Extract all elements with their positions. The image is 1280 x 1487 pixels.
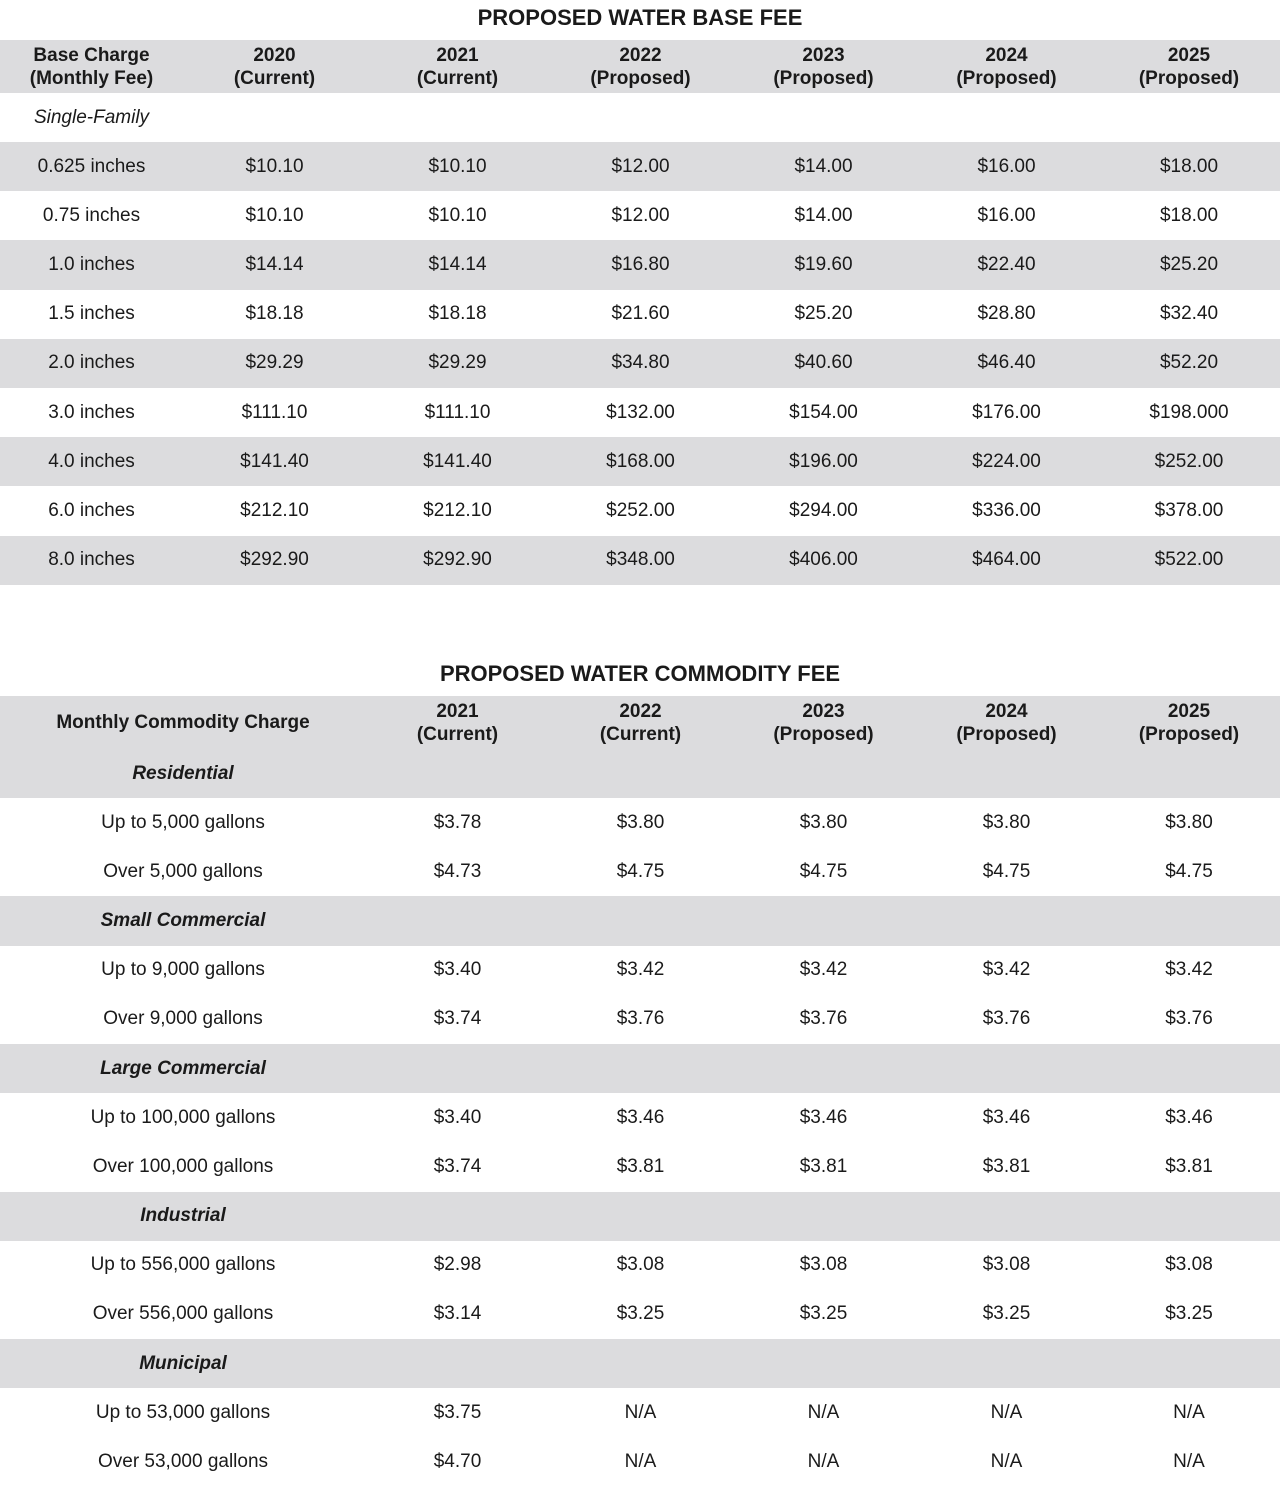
- empty-cell: [366, 93, 549, 142]
- group-label: Municipal: [139, 1352, 227, 1374]
- fee-cell: $52.20: [1159, 352, 1219, 374]
- table-row: [0, 1437, 1280, 1486]
- header-line-1: 2025: [1167, 44, 1211, 66]
- fee-cell: $3.25: [982, 1303, 1031, 1325]
- usage-tier-cell: Up to 9,000 gallons: [101, 959, 265, 981]
- table-row: [0, 1388, 1280, 1437]
- header-line-2: (Proposed): [1138, 67, 1240, 89]
- fee-cell: $3.08: [982, 1254, 1031, 1276]
- fee-cell: N/A: [807, 1401, 840, 1423]
- empty-cell: [915, 1339, 1098, 1388]
- header-line-2: (Proposed): [773, 723, 874, 745]
- fee-cell: $198.000: [1149, 401, 1229, 423]
- fee-cell: $16.80: [611, 253, 670, 275]
- column-header: [183, 40, 366, 93]
- fee-cell: $3.81: [1165, 1155, 1213, 1177]
- fee-cell: $3.46: [799, 1106, 848, 1128]
- fee-cell: $4.75: [616, 860, 665, 882]
- fee-cell: $4.70: [433, 1451, 482, 1473]
- usage-tier-cell: Up to 100,000 gallons: [90, 1106, 276, 1128]
- fee-cell: $12.00: [611, 204, 670, 226]
- empty-cell: [549, 1339, 732, 1388]
- fee-cell: $18.18: [245, 303, 304, 325]
- fee-cell: $3.76: [1165, 1008, 1213, 1030]
- empty-cell: [366, 1339, 549, 1388]
- fee-cell: $212.10: [423, 499, 492, 521]
- empty-cell: [1098, 749, 1280, 798]
- fee-cell: $141.40: [240, 450, 309, 472]
- header-line-1: 2021: [436, 700, 479, 722]
- fee-cell: $3.25: [616, 1303, 665, 1325]
- fee-cell: $3.78: [433, 811, 482, 833]
- fee-cell: $34.80: [611, 352, 670, 374]
- base-fee-table: [0, 40, 1280, 585]
- fee-cell: $3.46: [616, 1106, 665, 1128]
- column-header: [1098, 696, 1280, 749]
- fee-cell: $3.42: [1165, 959, 1213, 981]
- empty-cell: [915, 93, 1098, 142]
- empty-cell: [915, 1192, 1098, 1241]
- meter-size-cell: 1.5 inches: [48, 303, 135, 325]
- fee-cell: $378.00: [1154, 499, 1224, 521]
- usage-tier-cell: Over 100,000 gallons: [92, 1155, 274, 1177]
- fee-cell: $196.00: [789, 450, 858, 472]
- commodity-fee-table: [0, 696, 1280, 1487]
- fee-cell: N/A: [624, 1451, 657, 1473]
- fee-cell: $46.40: [977, 352, 1036, 374]
- header-line-1: 2022: [619, 44, 662, 66]
- fee-cell: N/A: [990, 1401, 1023, 1423]
- header-line-2: (Proposed): [956, 67, 1057, 89]
- fee-cell: $14.14: [428, 253, 487, 275]
- table-row: [0, 388, 1280, 437]
- section-label: Single-Family: [33, 106, 150, 128]
- fee-cell: $252.00: [606, 499, 675, 521]
- fee-cell: $348.00: [606, 549, 675, 571]
- header-line-2: (Proposed): [1138, 723, 1240, 745]
- fee-cell: $18.00: [1159, 204, 1219, 226]
- table-row: [0, 798, 1280, 847]
- header-line-2: (Current): [416, 67, 499, 89]
- header-line-2: (Proposed): [590, 67, 691, 89]
- table-row: [0, 1290, 1280, 1339]
- column-header: [366, 40, 549, 93]
- fee-cell: $406.00: [789, 549, 858, 571]
- meter-size-cell: 1.0 inches: [48, 253, 135, 275]
- group-row: [0, 1339, 1280, 1388]
- table-row: [0, 339, 1280, 388]
- fee-cell: $3.46: [1165, 1106, 1213, 1128]
- meter-size-cell: 6.0 inches: [48, 499, 135, 521]
- fee-cell: $10.10: [428, 204, 487, 226]
- fee-cell: $32.40: [1159, 303, 1219, 325]
- empty-cell: [732, 1339, 915, 1388]
- fee-cell: $252.00: [1154, 450, 1224, 472]
- header-line-1: 2021: [436, 44, 479, 66]
- fee-cell: $16.00: [977, 204, 1036, 226]
- fee-cell: $3.40: [433, 1106, 482, 1128]
- empty-cell: [366, 749, 549, 798]
- fee-cell: N/A: [807, 1451, 840, 1473]
- fee-cell: $3.76: [982, 1008, 1031, 1030]
- table-row: [0, 486, 1280, 535]
- empty-cell: [549, 1192, 732, 1241]
- fee-cell: $3.42: [616, 959, 665, 981]
- fee-cell: $3.74: [433, 1008, 482, 1030]
- table-row: [0, 240, 1280, 289]
- column-header: [0, 40, 183, 93]
- column-header: [915, 40, 1098, 93]
- usage-tier-cell: Over 53,000 gallons: [97, 1451, 269, 1473]
- fee-cell: $2.98: [433, 1254, 482, 1276]
- column-header: [549, 40, 732, 93]
- fee-cell: $3.46: [982, 1106, 1031, 1128]
- header-line-1: 2025: [1167, 700, 1211, 722]
- fee-cell: N/A: [624, 1401, 657, 1423]
- header-row: [0, 696, 1280, 749]
- table-row: [0, 142, 1280, 191]
- column-header: [1098, 40, 1280, 93]
- header-line-2: (Monthly Fee): [29, 67, 154, 89]
- column-header: [549, 696, 732, 749]
- fee-cell: $141.40: [423, 450, 492, 472]
- empty-cell: [549, 1044, 732, 1093]
- empty-cell: [1098, 93, 1280, 142]
- fee-cell: $4.73: [433, 860, 482, 882]
- group-row: [0, 749, 1280, 798]
- header-line-2: (Proposed): [773, 67, 874, 89]
- fee-cell: $29.29: [245, 352, 304, 374]
- fee-cell: $111.10: [424, 401, 491, 423]
- fee-cell: $4.75: [982, 860, 1031, 882]
- fee-cell: $22.40: [977, 253, 1036, 275]
- fee-cell: $3.74: [433, 1155, 482, 1177]
- usage-tier-cell: Over 556,000 gallons: [92, 1303, 274, 1325]
- fee-cell: $14.00: [794, 204, 853, 226]
- fee-cell: $19.60: [794, 253, 853, 275]
- fee-cell: $224.00: [972, 450, 1041, 472]
- usage-tier-cell: Over 5,000 gallons: [103, 860, 263, 882]
- fee-cell: $25.20: [794, 303, 853, 325]
- column-header: [732, 696, 915, 749]
- header-line-2: (Proposed): [956, 723, 1057, 745]
- usage-tier-cell: Up to 53,000 gallons: [95, 1401, 271, 1423]
- fee-cell: $12.00: [611, 155, 670, 177]
- header-line-1: 2023: [802, 44, 845, 66]
- fee-cell: $40.60: [794, 352, 853, 374]
- table-row: [0, 1241, 1280, 1290]
- fee-cell: $464.00: [972, 549, 1041, 571]
- fee-cell: $14.14: [245, 253, 304, 275]
- header-line-1: 2020: [253, 44, 296, 66]
- usage-tier-cell: Up to 5,000 gallons: [101, 811, 265, 833]
- fee-cell: $10.10: [245, 204, 304, 226]
- fee-cell: $132.00: [606, 401, 675, 423]
- empty-cell: [732, 896, 915, 945]
- fee-cell: $3.42: [799, 959, 848, 981]
- meter-size-cell: 8.0 inches: [48, 549, 135, 571]
- fee-cell: $3.08: [799, 1254, 848, 1276]
- header-line-2: (Current): [599, 723, 682, 745]
- fee-cell: $3.75: [433, 1401, 482, 1423]
- fee-cell: $21.60: [611, 303, 670, 325]
- fee-cell: $18.18: [428, 303, 487, 325]
- fee-cell: N/A: [990, 1451, 1023, 1473]
- fee-cell: $14.00: [794, 155, 853, 177]
- usage-tier-cell: Up to 556,000 gallons: [90, 1254, 276, 1276]
- meter-size-cell: 4.0 inches: [48, 450, 135, 472]
- fee-cell: $18.00: [1159, 155, 1219, 177]
- fee-cell: N/A: [1173, 1451, 1205, 1473]
- table-row: [0, 536, 1280, 585]
- header-line-2: (Current): [233, 67, 316, 89]
- header-row: [0, 40, 1280, 93]
- fee-cell: $154.00: [789, 401, 858, 423]
- empty-cell: [1098, 1192, 1280, 1241]
- header-line-1: 2024: [985, 44, 1028, 66]
- empty-cell: [1098, 1339, 1280, 1388]
- group-row: [0, 1044, 1280, 1093]
- table-row: [0, 847, 1280, 896]
- table-row: [0, 946, 1280, 995]
- header-line-2: (Current): [416, 723, 499, 745]
- column-header: [732, 40, 915, 93]
- fee-cell: $3.80: [799, 811, 848, 833]
- meter-size-cell: 3.0 inches: [48, 401, 135, 423]
- fee-cell: $4.75: [1165, 860, 1213, 882]
- group-label: Residential: [132, 762, 234, 784]
- empty-cell: [732, 1044, 915, 1093]
- table-row: [0, 290, 1280, 339]
- empty-cell: [366, 896, 549, 945]
- table-row: [0, 437, 1280, 486]
- fee-cell: $29.29: [428, 352, 487, 374]
- fee-cell: $176.00: [972, 401, 1041, 423]
- fee-cell: $168.00: [606, 450, 675, 472]
- group-label: Industrial: [140, 1205, 226, 1227]
- meter-size-cell: 0.625 inches: [37, 155, 146, 177]
- fee-cell: $522.00: [1154, 549, 1224, 571]
- empty-cell: [915, 1044, 1098, 1093]
- empty-cell: [732, 93, 915, 142]
- fee-cell: $16.00: [977, 155, 1036, 177]
- fee-cell: $3.80: [982, 811, 1031, 833]
- fee-cell: $10.10: [428, 155, 487, 177]
- empty-cell: [366, 1192, 549, 1241]
- fee-cell: $111.10: [241, 401, 308, 423]
- header-line-1: 2024: [985, 700, 1028, 722]
- column-header: Monthly Commodity Charge: [56, 712, 310, 733]
- fee-cell: $3.42: [982, 959, 1031, 981]
- base-fee-title: PROPOSED WATER BASE FEE: [477, 5, 803, 30]
- fee-cell: $28.80: [977, 303, 1036, 325]
- fee-cell: $3.81: [799, 1155, 848, 1177]
- fee-cell: $25.20: [1159, 253, 1219, 275]
- empty-cell: [549, 93, 732, 142]
- group-row: [0, 896, 1280, 945]
- meter-size-cell: 0.75 inches: [42, 204, 141, 226]
- empty-cell: [1098, 1044, 1280, 1093]
- meter-size-cell: 2.0 inches: [48, 352, 135, 374]
- fee-cell: $3.81: [616, 1155, 665, 1177]
- fee-cell: $4.75: [799, 860, 848, 882]
- fee-cell: $3.76: [616, 1008, 665, 1030]
- fee-cell: $292.90: [240, 549, 309, 571]
- fee-cell: $294.00: [789, 499, 858, 521]
- empty-cell: [549, 749, 732, 798]
- fee-cell: N/A: [1173, 1401, 1205, 1423]
- fee-cell: $10.10: [245, 155, 304, 177]
- header-line-1: Base Charge: [33, 44, 150, 66]
- fee-cell: $3.08: [616, 1254, 665, 1276]
- empty-cell: [1098, 896, 1280, 945]
- column-header: [366, 696, 549, 749]
- table-row: [0, 191, 1280, 240]
- commodity-fee-title: PROPOSED WATER COMMODITY FEE: [439, 661, 841, 686]
- empty-cell: [915, 749, 1098, 798]
- empty-cell: [366, 1044, 549, 1093]
- fee-cell: $3.76: [799, 1008, 848, 1030]
- header-line-1: 2022: [619, 700, 662, 722]
- group-label: Small Commercial: [100, 909, 266, 931]
- fee-cell: $292.90: [423, 549, 492, 571]
- usage-tier-cell: Over 9,000 gallons: [103, 1008, 263, 1030]
- table-row: [0, 995, 1280, 1044]
- fee-cell: $336.00: [972, 499, 1041, 521]
- table-row: [0, 1142, 1280, 1191]
- fee-cell: $3.25: [799, 1303, 848, 1325]
- column-header: [915, 696, 1098, 749]
- empty-cell: [732, 1192, 915, 1241]
- fee-cell: $212.10: [240, 499, 309, 521]
- empty-cell: [549, 896, 732, 945]
- group-row: [0, 1192, 1280, 1241]
- fee-cell: $3.08: [1165, 1254, 1213, 1276]
- group-label: Large Commercial: [100, 1057, 266, 1079]
- fee-cell: $3.25: [1165, 1303, 1213, 1325]
- empty-cell: [732, 749, 915, 798]
- header-line-1: 2023: [802, 700, 845, 722]
- empty-cell: [915, 896, 1098, 945]
- table-row: [0, 1093, 1280, 1142]
- fee-cell: $3.14: [433, 1303, 482, 1325]
- fee-cell: $3.80: [1165, 811, 1213, 833]
- fee-cell: $3.40: [433, 959, 482, 981]
- empty-cell: [183, 93, 366, 142]
- fee-cell: $3.80: [616, 811, 665, 833]
- section-row: [0, 93, 1280, 142]
- fee-cell: $3.81: [982, 1155, 1031, 1177]
